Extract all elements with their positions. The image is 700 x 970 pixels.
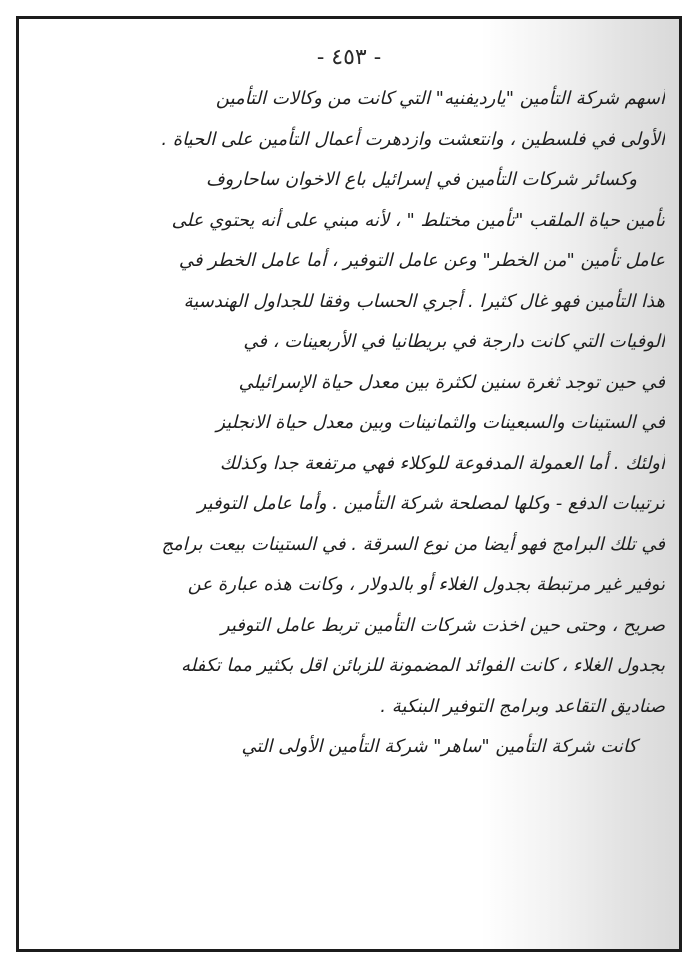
text-line: صريح ، وحتى حين اخذت شركات التأمين تربط عامل التوفير xyxy=(220,614,665,636)
text-line: الوفيات التي كانت دارجة في بريطانيا في الأربعينات ، في xyxy=(243,331,665,352)
handwritten-text-block xyxy=(33,79,665,768)
text-line: وكسائر شركات التأمين في إسرائيل باع الاخوان ساحاروف xyxy=(205,169,637,190)
text-line: بجدول الغلاء ، كانت الفوائد المضمونة للزبائن اقل بكثير مما تكفله xyxy=(181,655,665,676)
text-line: الأولى في فلسطين ، وانتعشت وازدهرت أعمال التأمين على الحياة . xyxy=(161,128,665,150)
text-line: صناديق التقاعد وبرامج التوفير البنكية . xyxy=(380,695,665,717)
document-page xyxy=(16,16,682,952)
page-number: - ٤٥٣ - xyxy=(316,45,382,70)
text-line: تأمين حياة الملقب "تأمين مختلط " ، لأنه مبني على أنه يحتوي على xyxy=(171,209,665,231)
text-line: في تلك البرامج فهو أيضا من نوع السرقة . في الستينات بيعت برامج xyxy=(161,533,665,555)
text-line: توفير غير مرتبطة بجدول الغلاء أو بالدولار ، وكانت هذه عبارة عن xyxy=(187,574,665,595)
text-line: في حين توجد ثغرة سنين لكثرة بين معدل حياة الإسرائيلي xyxy=(238,371,665,393)
text-line: عامل تأمين "من الخطر" وعن عامل التوفير ، أما عامل الخطر في xyxy=(178,250,665,271)
text-line: كانت شركة التأمين "ساهر" شركة التأمين الأولى التي xyxy=(241,736,637,757)
text-line: أولئك . أما العمولة المدفوعة للوكلاء فهي مرتفعة جدا وكذلك xyxy=(219,452,665,474)
text-line: أسهم شركة التأمين "يارديفنيه" التي كانت من وكالات التأمين xyxy=(215,88,665,109)
text-line: ترتيبات الدفع - وكلها لمصلحة شركة التأمين . وأما عامل التوفير xyxy=(197,493,665,514)
text-line: في الستينات والسبعينات والثمانينات وبين معدل حياة الانجليز xyxy=(216,412,665,433)
text-line: هذا التأمين فهو غال كثيرا . أجري الحساب وفقا للجداول الهندسية xyxy=(183,290,665,312)
